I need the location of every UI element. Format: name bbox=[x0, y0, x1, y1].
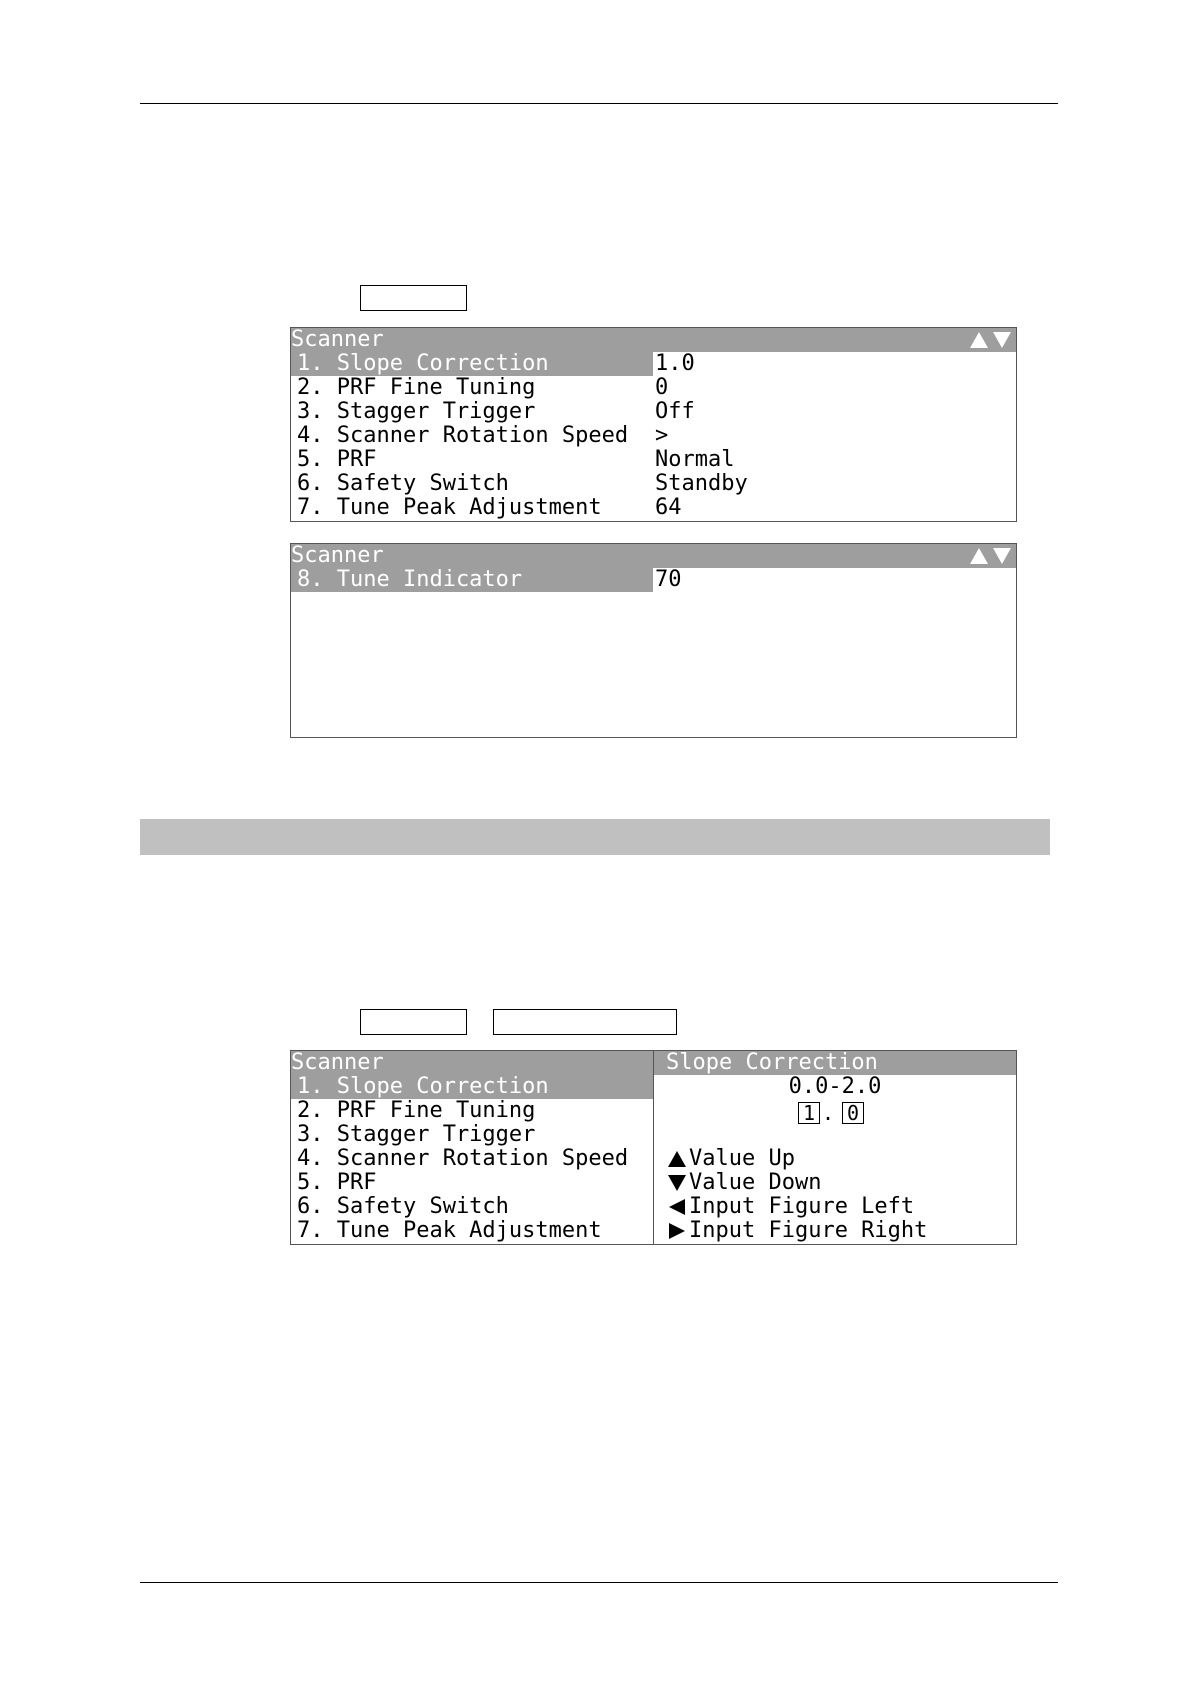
key-box-3 bbox=[493, 1009, 677, 1035]
menu-row[interactable] bbox=[291, 1099, 653, 1123]
value-input[interactable] bbox=[798, 1102, 864, 1124]
panel-header bbox=[291, 544, 1016, 568]
help-figure-right bbox=[667, 1219, 927, 1243]
triangle-up-icon bbox=[667, 1150, 687, 1168]
menu-row-label: 7. Tune Peak Adjustment bbox=[297, 495, 602, 520]
bottom-rule bbox=[140, 1582, 1058, 1583]
scroll-arrows[interactable] bbox=[969, 547, 1012, 565]
value-range: 0.0-2.0 bbox=[788, 1074, 882, 1099]
triangle-left-icon bbox=[667, 1198, 687, 1216]
decimal-separator: . bbox=[822, 1101, 835, 1125]
menu-row-label: 5. PRF bbox=[297, 447, 377, 472]
triangle-down-icon[interactable] bbox=[992, 331, 1012, 349]
detail-header bbox=[654, 1051, 1016, 1075]
menu-row[interactable] bbox=[291, 1147, 653, 1171]
top-rule bbox=[140, 103, 1058, 104]
help-text: Input Figure Left bbox=[689, 1194, 915, 1219]
menu-row[interactable] bbox=[291, 400, 1016, 424]
menu-row-value: > bbox=[655, 423, 669, 448]
menu-row[interactable] bbox=[291, 376, 1016, 400]
help-figure-left bbox=[667, 1195, 914, 1219]
menu-row-label: 2. PRF Fine Tuning bbox=[297, 375, 536, 400]
menu-row-value: 0 bbox=[655, 375, 669, 400]
triangle-up-icon[interactable] bbox=[969, 331, 989, 349]
triangle-right-icon bbox=[667, 1222, 687, 1240]
menu-row[interactable] bbox=[291, 1123, 653, 1147]
menu-row[interactable] bbox=[291, 1171, 653, 1195]
menu-row-label: 8. Tune Indicator bbox=[291, 568, 653, 592]
menu-row-label: 4. Scanner Rotation Speed bbox=[297, 423, 629, 448]
triangle-up-icon[interactable] bbox=[969, 547, 989, 565]
key-box-1 bbox=[360, 285, 467, 311]
scanner-menu-panel-2 bbox=[290, 543, 1017, 738]
menu-row[interactable] bbox=[291, 1219, 653, 1243]
menu-row[interactable] bbox=[291, 496, 1016, 520]
detail-title: Slope Correction bbox=[666, 1050, 878, 1075]
menu-row-label: 6. Safety Switch bbox=[297, 471, 509, 496]
menu-row-label: 4. Scanner Rotation Speed bbox=[297, 1146, 629, 1171]
scroll-arrows[interactable] bbox=[969, 331, 1012, 349]
menu-row-label: 2. PRF Fine Tuning bbox=[297, 1098, 536, 1123]
help-value-up bbox=[667, 1147, 795, 1171]
help-text: Input Figure Right bbox=[689, 1218, 928, 1243]
menu-row-value: 1.0 bbox=[655, 351, 695, 376]
menu-row-value: Standby bbox=[655, 471, 748, 496]
digit-cell[interactable]: 0 bbox=[842, 1102, 864, 1124]
key-box-2 bbox=[360, 1009, 467, 1035]
menu-row[interactable] bbox=[291, 568, 1016, 592]
menu-row-label: 3. Stagger Trigger bbox=[297, 1122, 536, 1147]
menu-row[interactable] bbox=[291, 1195, 653, 1219]
menu-row[interactable] bbox=[291, 424, 1016, 448]
help-text: Value Down bbox=[689, 1170, 822, 1195]
menu-row-label: 3. Stagger Trigger bbox=[297, 399, 536, 424]
menu-row-label: 6. Safety Switch bbox=[297, 1194, 509, 1219]
panel-header bbox=[291, 328, 1016, 352]
menu-row-label: 7. Tune Peak Adjustment bbox=[297, 1218, 602, 1243]
menu-row[interactable] bbox=[291, 472, 1016, 496]
menu-row-label: 5. PRF bbox=[297, 1170, 377, 1195]
panel-title: Scanner bbox=[291, 327, 384, 352]
scanner-menu-panel-3 bbox=[290, 1050, 1017, 1245]
help-text: Value Up bbox=[689, 1146, 795, 1171]
help-value-down bbox=[667, 1171, 821, 1195]
panel-header bbox=[291, 1051, 653, 1075]
triangle-down-icon[interactable] bbox=[992, 547, 1012, 565]
digit-cell[interactable]: 1 bbox=[798, 1102, 820, 1124]
menu-row-label: 1. Slope Correction bbox=[291, 352, 653, 376]
menu-row-value: 70 bbox=[655, 567, 682, 592]
menu-row-value: Off bbox=[655, 399, 695, 424]
menu-row[interactable] bbox=[291, 352, 1016, 376]
panel-title: Scanner bbox=[291, 1050, 384, 1075]
triangle-down-icon bbox=[667, 1174, 687, 1192]
section-heading-bar bbox=[140, 819, 1050, 855]
menu-row-label: 1. Slope Correction bbox=[291, 1075, 653, 1099]
menu-row-value: 64 bbox=[655, 495, 682, 520]
scanner-menu-panel-1 bbox=[290, 327, 1017, 522]
menu-row[interactable] bbox=[291, 448, 1016, 472]
menu-row-value: Normal bbox=[655, 447, 735, 472]
panel-title: Scanner bbox=[291, 543, 384, 568]
